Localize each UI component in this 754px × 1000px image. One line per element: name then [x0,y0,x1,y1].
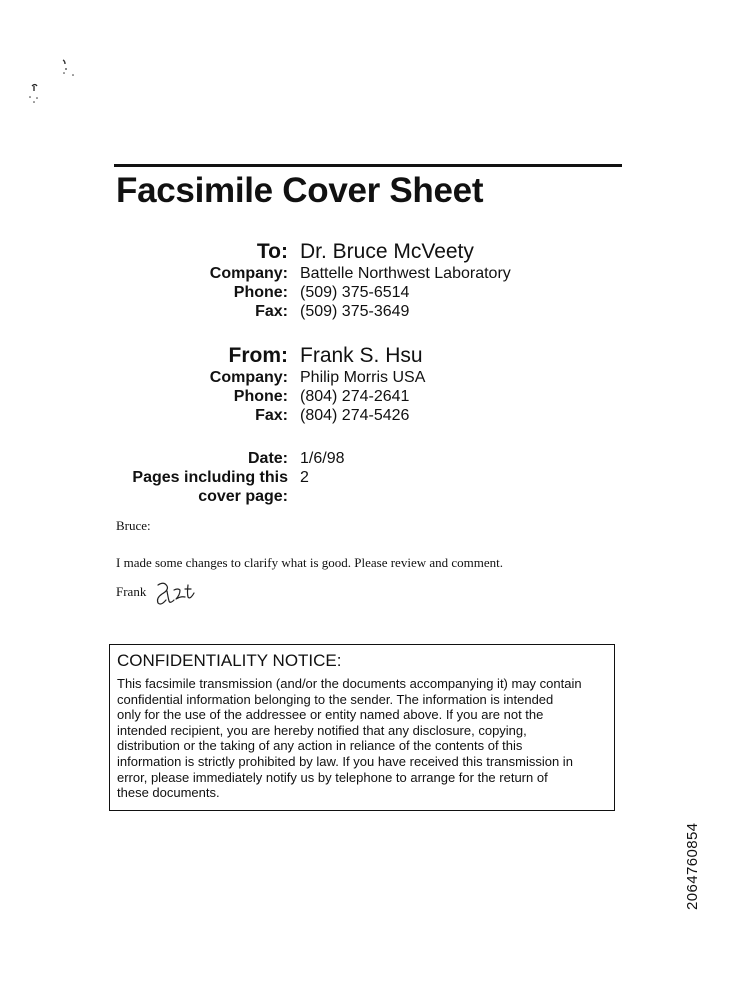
sender-phone: (804) 274-2641 [300,388,410,405]
recipient-fax-label: Fax: [255,303,288,320]
sender-fax: (804) 274-5426 [300,407,410,424]
to-label: To: [256,240,288,263]
document-number-text: 2064760854 [684,822,701,910]
confidentiality-line: confidential information belonging to the sender. The information is intended [117,691,554,707]
recipient-name: Dr. Bruce McVeety [300,240,474,263]
recipient-phone: (509) 375-6514 [300,284,410,301]
date-value: 1/6/98 [300,450,345,467]
pages-value: 2 [300,469,309,486]
salutation: Bruce: [116,518,151,533]
date-label: Date: [247,450,288,467]
pages-label-line1: Pages including this [132,469,288,486]
recipient-company-label: Company: [209,265,288,282]
document-number [683,824,703,910]
sender-company: Philip Morris USA [300,369,426,386]
closing-name: Frank [116,584,147,599]
recipient-company: Battelle Northwest Laboratory [300,265,511,282]
page-title: Facsimile Cover Sheet [116,171,484,210]
sender-name: Frank S. Hsu [300,344,423,367]
confidentiality-line: distribution or the taking of any action in reliance of the contents of this [117,738,523,754]
confidentiality-line: these documents. [117,785,220,801]
confidentiality-line: information is strictly prohibited by law. If you have received this transmission in [117,753,573,769]
sender-company-label: Company: [209,369,288,386]
title-rule [114,164,622,167]
confidentiality-line: intended recipient, you are hereby notified that any disclosure, copying, [117,722,527,738]
message-body: I made some changes to clarify what is good. Please review and comment. [116,555,503,570]
confidentiality-line: only for the use of the addressee or entity named above. If you are not the [117,707,544,723]
sender-fax-label: Fax: [255,407,288,424]
scan-specks [28,58,88,108]
handwritten-initials [152,581,202,607]
confidentiality-heading: CONFIDENTIALITY NOTICE: [117,651,342,670]
from-label: From: [228,344,288,367]
sender-phone-label: Phone: [233,388,288,405]
confidentiality-line: This facsimile transmission (and/or the documents accompanying it) may contain [117,676,582,691]
confidentiality-notice [109,644,615,811]
confidentiality-text [117,676,615,801]
pages-label-line2: cover page: [198,488,288,505]
confidentiality-line: error, please immediately notify us by telephone to arrange for the return of [117,769,548,785]
recipient-fax: (509) 375-3649 [300,303,410,320]
recipient-phone-label: Phone: [233,284,288,301]
